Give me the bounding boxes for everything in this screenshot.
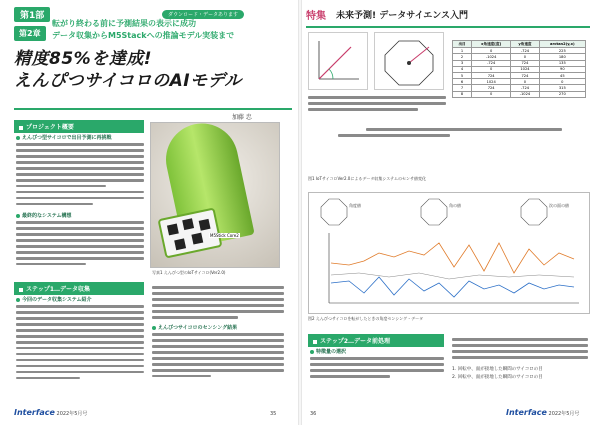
table-cell: 0: [511, 54, 539, 60]
table-cell: 1024: [472, 79, 511, 85]
main-title-line-2: えんぴつサイコロのAIモデル: [14, 71, 242, 91]
circle-bullet-icon: [152, 326, 156, 330]
table-row: [453, 91, 586, 97]
author: 加藤 忠: [232, 114, 252, 121]
body-text-block: [152, 333, 284, 381]
section-heading-step1: ステップ1…データ収集: [14, 282, 144, 295]
formula-block: [308, 96, 446, 114]
header-rule: [306, 26, 590, 28]
table-cell: 270: [539, 91, 585, 97]
table-cell: 724: [511, 72, 539, 78]
table-header-cell: arctan2(y,x): [539, 41, 585, 48]
table-cell: 0: [472, 48, 511, 54]
table-cell: 225: [539, 48, 585, 54]
photo-caption: 写真1 えんぴつ型のIoTサイコロ(Ver2.0): [152, 270, 226, 275]
right-page: [300, 0, 600, 425]
chart-label-1: 角度値: [349, 203, 361, 208]
chapter-badge: 第2章: [14, 26, 46, 41]
table-cell: 3: [453, 60, 472, 66]
figure2-caption: 図2 えんぴつサイコロを転がしたときの角度センシング・データ: [308, 316, 424, 321]
figure1-caption: 図1 IoTサイコロVer2.0によるデータ収集システムのセンサ値変化: [308, 176, 426, 181]
circle-bullet-icon: [16, 214, 20, 218]
title-rule: [14, 108, 292, 110]
subheading-sensing: えんぴつサイコロのセンシング結果: [152, 324, 237, 331]
circle-bullet-icon: [16, 298, 20, 302]
table-cell: 0: [539, 79, 585, 85]
table-cell: -724: [511, 85, 539, 91]
circle-bullet-icon: [16, 136, 20, 140]
table-cell: -1024: [472, 54, 511, 60]
subheading-features: 特徴量の選択: [310, 348, 346, 355]
table-cell: -724: [511, 48, 539, 54]
table-cell: 6: [453, 79, 472, 85]
table-cell: 724: [511, 60, 539, 66]
octagon-legend-right: [521, 199, 547, 225]
table-cell: -724: [472, 60, 511, 66]
table-cell: 5: [453, 72, 472, 78]
table-cell: 1024: [511, 66, 539, 72]
angle-table: [452, 40, 586, 98]
table-cell: 45: [539, 72, 585, 78]
main-title-line-1: 精度85%を達成!: [14, 49, 152, 69]
blue-series: [331, 277, 574, 297]
table-cell: 724: [472, 72, 511, 78]
square-bullet-icon: [19, 288, 23, 292]
formula-line: [310, 128, 590, 140]
subtitle-line-2: データ収集からM5Stackへの推論モデル実装まで: [52, 31, 235, 40]
body-text-block: [16, 221, 144, 269]
section-heading-overview: プロジェクト概要: [14, 120, 144, 133]
octagon-legend-left: [321, 199, 347, 225]
table-header-cell: x角速度[度]: [472, 41, 511, 48]
feature-title: 未来予測! データサイエンス入門: [336, 11, 468, 21]
sensing-chart-svg: [309, 193, 589, 313]
table-cell: 180: [539, 54, 585, 60]
square-bullet-icon: [313, 340, 317, 344]
table-cell: 1: [453, 48, 472, 54]
left-page-number: 35: [270, 411, 277, 417]
right-page-number: 36: [310, 411, 317, 417]
table-cell: 7: [453, 85, 472, 91]
subheading-collection: 今回のデータ収集システム紹介: [16, 296, 92, 303]
octagon-diagram: [374, 32, 444, 90]
photo-label: M5Stick Core2: [210, 233, 239, 238]
square-bullet-icon: [19, 126, 23, 130]
chart-label-3: 次の面の値: [549, 203, 569, 208]
table-cell: 8: [453, 91, 472, 97]
circle-bullet-icon: [310, 350, 314, 354]
table-cell: 4: [453, 66, 472, 72]
table-cell: 0: [511, 79, 539, 85]
table-header-cell: y角速度: [511, 41, 539, 48]
download-badge: ダウンロード・データあります: [162, 10, 244, 19]
body-text-block: [310, 357, 444, 381]
left-footer: Interface 2022年5月号: [14, 408, 88, 417]
table-cell: 135: [539, 60, 585, 66]
chart-label-2: 角の値: [449, 203, 461, 208]
table-cell: 2: [453, 54, 472, 60]
table-cell: 0: [472, 66, 511, 72]
gray-series: [331, 273, 574, 279]
right-footer: Interface 2022年5月号: [506, 408, 580, 417]
feature-tag: 特集: [306, 11, 326, 22]
subheading-retry: えんぴつ型サイコロで出目予測に再挑戦: [16, 134, 111, 141]
subheading-system: 最終的なシステム構想: [16, 212, 72, 219]
body-text-block: [16, 305, 144, 383]
table-cell: 315: [539, 85, 585, 91]
pencil-dice-photo: [150, 122, 280, 268]
orange-series: [331, 243, 574, 273]
table-cell: -1024: [511, 91, 539, 97]
sensing-chart: [308, 192, 590, 314]
table-cell: 90: [539, 66, 585, 72]
list-item-1: 1. 回転中、面が接地した瞬間のサイコロの目: [452, 367, 543, 372]
axis-diagram: [308, 32, 368, 90]
table-cell: 724: [472, 85, 511, 91]
table-cell: 0: [472, 91, 511, 97]
list-item-2: 2. 回転中、面が接地した瞬間のサイコロの目: [452, 375, 543, 380]
table-header-cell: 出目: [453, 41, 472, 48]
section-heading-step2: ステップ2…データ前処理: [308, 334, 444, 347]
octagon-legend-mid: [421, 199, 447, 225]
part-badge: 第1部: [14, 7, 50, 22]
body-text-block: [452, 338, 588, 362]
subtitle-line-1: 転がり終わる前に予測結果の表示に成功: [52, 19, 196, 28]
body-text-block: [16, 143, 144, 209]
body-text-block: [152, 286, 284, 322]
rotation-axes-svg: [309, 33, 367, 89]
octagon-svg: [375, 33, 443, 89]
